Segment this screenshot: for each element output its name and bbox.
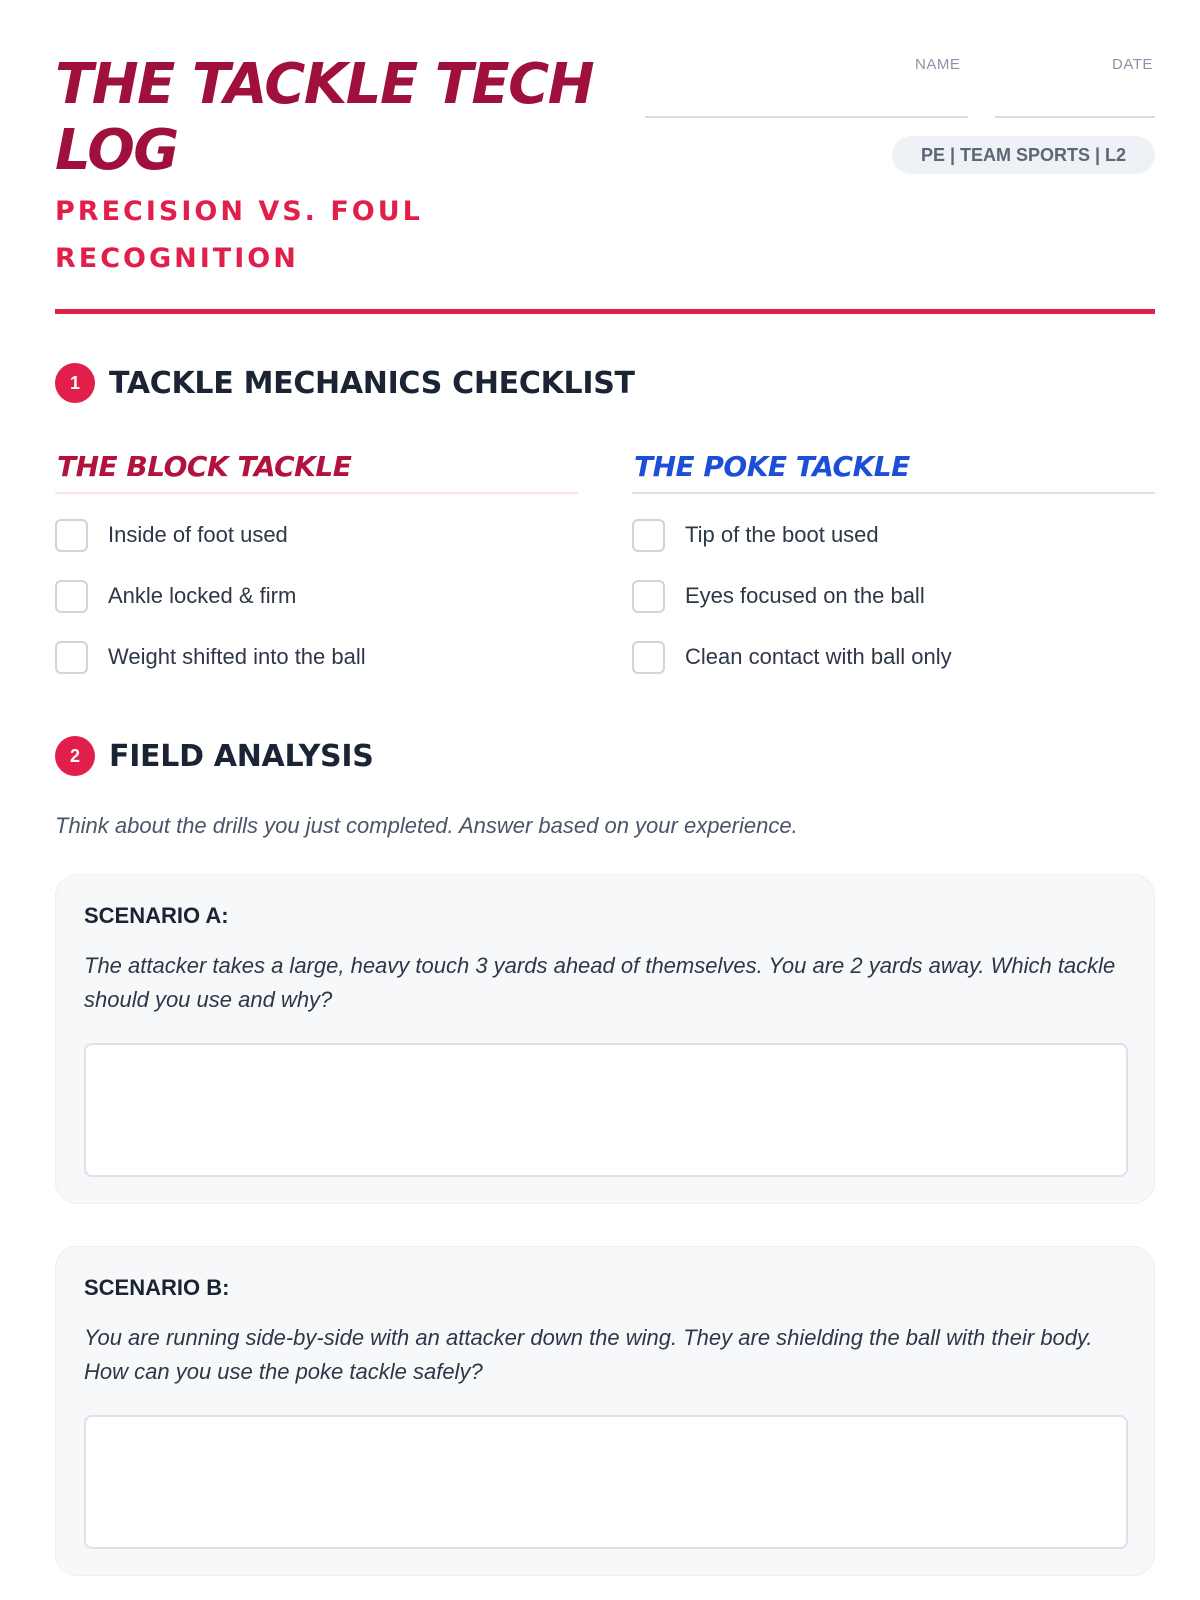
answer-box[interactable] [84, 1415, 1128, 1549]
checklist-item-label: Weight shifted into the ball [108, 644, 366, 669]
checklist-item[interactable] [632, 640, 1155, 674]
checkbox[interactable] [632, 519, 665, 552]
checklist-item[interactable] [632, 518, 1155, 552]
checklist-item[interactable] [55, 579, 578, 613]
worksheet-header [55, 52, 1155, 312]
name-field[interactable] [645, 116, 968, 118]
checklist-item-label: Ankle locked & firm [108, 583, 297, 608]
checklist-item[interactable] [55, 518, 578, 552]
checklist-item[interactable] [632, 579, 1155, 613]
scenario-card [55, 874, 1155, 1204]
worksheet-subtitle: PRECISION VS. FOUL RECOGNITION [55, 196, 423, 274]
scenario-label: SCENARIO A: [84, 903, 229, 928]
section-title: FIELD ANALYSIS [109, 738, 374, 774]
block-tackle-title: THE BLOCK TACKLE [55, 446, 578, 494]
section-number-badge: 2 [55, 736, 95, 776]
scenario-label: SCENARIO B: [84, 1275, 230, 1300]
scenario-card [55, 1246, 1155, 1576]
section-instructions: Think about the drills you just completed. Answer based on your experience. [55, 813, 798, 838]
scenario-question: The attacker takes a large, heavy touch 3 yards ahead of themselves. You are 2 yards away. Which tackle should you use and why? [84, 953, 1116, 1012]
scenario-question: You are running side-by-side with an attacker down the wing. They are shielding the ball with their body. How can you use the poke tackle safely? [84, 1325, 1093, 1384]
checkbox[interactable] [55, 580, 88, 613]
section-title: TACKLE MECHANICS CHECKLIST [109, 365, 635, 401]
checkbox[interactable] [55, 641, 88, 674]
checkbox[interactable] [632, 580, 665, 613]
section-number-badge: 1 [55, 363, 95, 403]
poke-tackle-title: THE POKE TACKLE [632, 446, 1155, 494]
checklist-item-label: Tip of the boot used [685, 522, 879, 547]
checklist-item-label: Eyes focused on the ball [685, 583, 925, 608]
block-tackle-column [55, 446, 578, 701]
name-label: NAME [915, 56, 961, 73]
checklist-item[interactable] [55, 640, 578, 674]
checkbox[interactable] [632, 641, 665, 674]
checkbox[interactable] [55, 519, 88, 552]
checklist-item-label: Inside of foot used [108, 522, 288, 547]
course-badge: PE | TEAM SPORTS | L2 [892, 136, 1155, 174]
block-tackle-checklist [55, 518, 578, 674]
date-field[interactable] [995, 116, 1155, 118]
answer-box[interactable] [84, 1043, 1128, 1177]
header-divider [55, 309, 1155, 314]
checklist-item-label: Clean contact with ball only [685, 644, 952, 669]
section-1-heading [55, 361, 635, 405]
poke-tackle-checklist [632, 518, 1155, 674]
section-2-heading [55, 734, 374, 778]
date-label: DATE [1112, 56, 1153, 73]
poke-tackle-column [632, 446, 1155, 701]
worksheet-title: THE TACKLE TECH LOG [55, 52, 594, 183]
